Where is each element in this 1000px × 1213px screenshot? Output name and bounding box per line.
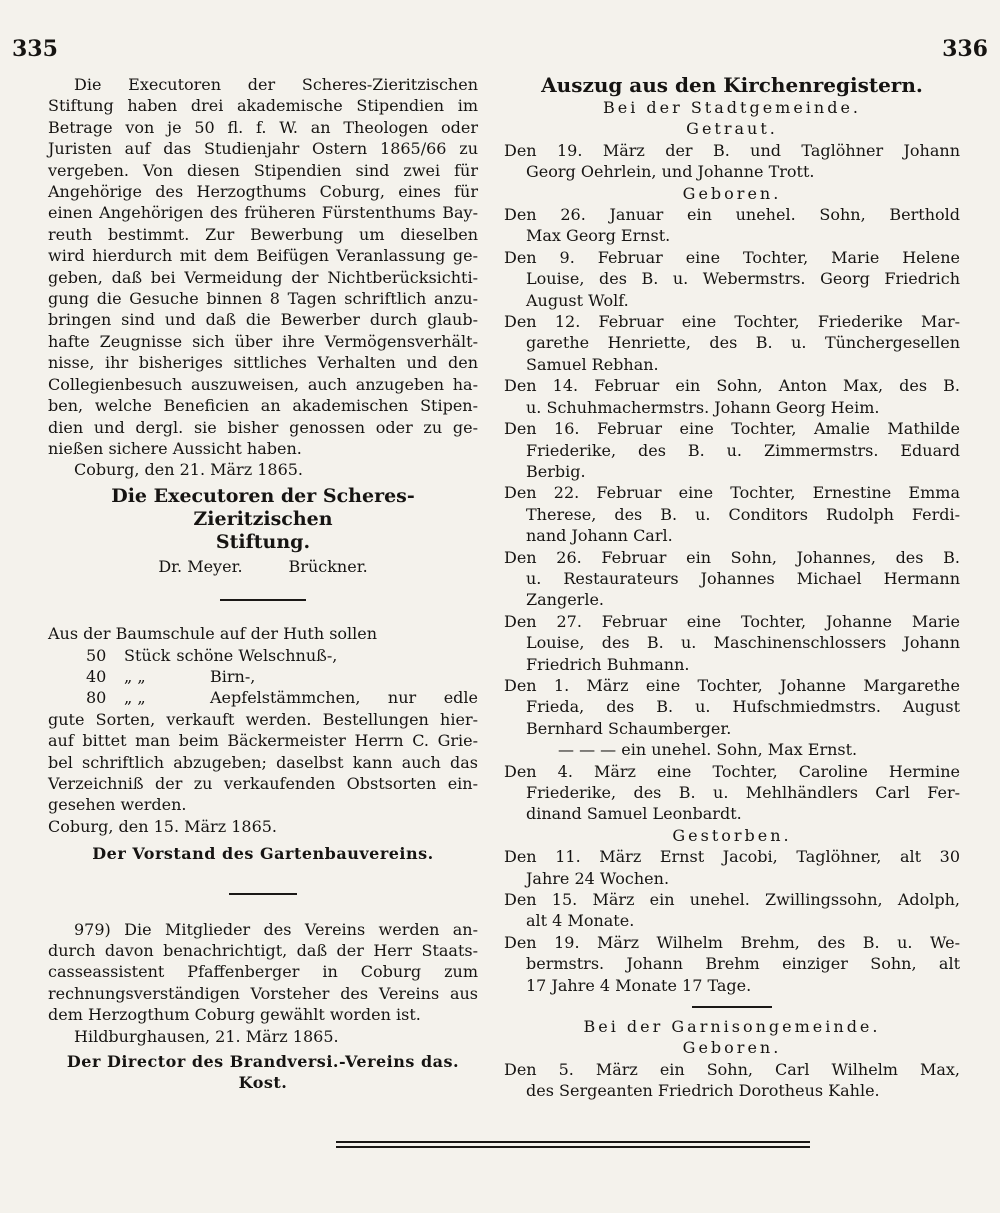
registry-entry xyxy=(504,547,960,611)
registry-entry xyxy=(504,1059,960,1102)
tree-notice-intro: Aus der Baumschule auf der Huth sollen xyxy=(48,624,378,644)
registry-entry-line: Friederike, des B. u. Mehlhändlers Carl Fer- xyxy=(526,783,960,802)
registry-entry-line: Den 19. März der B. und Taglöhner Johann xyxy=(504,140,960,160)
registry-entry-line: Den 16. Februar eine Tochter, Amalie Mathilde xyxy=(504,419,960,439)
registry-entry-line: Georg Oehrlein, und Johanne Trott. xyxy=(526,162,815,182)
text-line: vergeben. Von diesen Stipendien sind zwei für xyxy=(48,160,478,180)
died-list xyxy=(504,846,960,996)
registry-entry-line: Max Georg Ernst. xyxy=(526,226,671,246)
registry-entry-line: Louise, des B. u. Maschinenschlossers Johann xyxy=(526,633,960,653)
registry-entry-line: garethe Henriette, des B. u. Tünchergesellen xyxy=(526,333,960,353)
tree-unit: „ „ xyxy=(124,666,146,686)
tree-description: Aepfelstämmchen, nur edle xyxy=(210,688,478,708)
registry-entry xyxy=(504,932,960,996)
parish-heading-garrison: Bei der Garnisongemeinde. xyxy=(583,1017,881,1037)
left-column xyxy=(48,74,478,1094)
registry-entry-line: August Wolf. xyxy=(526,290,629,310)
registry-entry-line: alt 4 Monate. xyxy=(526,911,635,931)
tree-notice-last-line: gesehen werden. xyxy=(48,795,187,815)
registry-entry xyxy=(504,761,960,825)
text-line: dien und dergl. sie bisher genossen oder zu ge- xyxy=(48,417,478,437)
registry-entry-line: Den 1. März eine Tochter, Johanne Margarethe xyxy=(504,675,960,695)
tree-list-item xyxy=(48,687,478,708)
garrison-born-list xyxy=(504,1059,960,1102)
text-line: bel schriftlich abzugeben; daselbst kann auch das xyxy=(48,752,478,772)
registry-entry xyxy=(504,311,960,375)
registry-entry xyxy=(504,418,960,482)
signature-line: Stiftung. xyxy=(215,530,311,553)
registry-entry-line: Den 22. Februar eine Tochter, Ernestine Emma xyxy=(504,483,960,503)
text-line: gute Sorten, verkauft werden. Bestellungen hier- xyxy=(48,709,478,729)
registry-entry-line: Den 26. Februar ein Sohn, Johannes, des B. xyxy=(504,547,960,567)
registry-entry xyxy=(504,739,960,760)
text-line: rechnungsverständigen Vorsteher des Vereins aus xyxy=(48,983,478,1003)
tree-notice-dateline: Coburg, den 15. März 1865. xyxy=(48,816,278,836)
signer-name: Dr. Meyer. xyxy=(158,556,243,576)
tree-description: Birn-, xyxy=(210,666,256,686)
tree-quantity: 40 xyxy=(86,666,107,686)
text-line: Collegienbesuch auszuweisen, auch anzugeben ha- xyxy=(48,374,478,394)
insurance-notice-dateline: Hildburghausen, 21. März 1865. xyxy=(74,1026,339,1046)
text-line: nisse, ihr bisheriges sittliches Verhalten und den xyxy=(48,353,478,373)
tree-list xyxy=(48,645,478,709)
text-line: Betrage von je 50 fl. f. W. an Theologen oder xyxy=(48,117,478,137)
registry-entry-line: Bernhard Schaumberger. xyxy=(526,718,732,738)
registry-entry-line: dinand Samuel Leonbardt. xyxy=(526,804,742,824)
registry-entry-line: Den 12. Februar eine Tochter, Friederike Mar- xyxy=(504,312,960,332)
text-line: 979) Die Mitglieder des Vereins werden an- xyxy=(74,919,478,939)
tree-quantity: 50 xyxy=(86,645,107,665)
section-born-heading: Geboren. xyxy=(682,183,782,203)
tree-description: schöne Welschnuß-, xyxy=(176,645,338,665)
registry-entry xyxy=(504,675,960,739)
tree-notice-signature: Der Vorstand des Gartenbauvereins. xyxy=(92,844,434,864)
section-died-heading: Gestorben. xyxy=(672,825,792,845)
registry-entry xyxy=(504,140,960,183)
registry-entry-line: Zangerle. xyxy=(526,590,604,610)
registry-entry-line: u. Schuhmachermstrs. Johann Georg Heim. xyxy=(526,397,880,417)
signature-line: Die Executoren der Scheres-Zieritzischen xyxy=(111,484,415,530)
parish-heading-city: Bei der Stadtgemeinde. xyxy=(602,98,862,117)
registry-entry xyxy=(504,247,960,311)
divider xyxy=(220,599,306,601)
text-line: casseassistent Pfaffenberger in Coburg zum xyxy=(48,962,478,982)
stipend-notice-dateline: Coburg, den 21. März 1865. xyxy=(74,460,304,480)
tree-nursery-notice xyxy=(48,623,478,864)
text-line: Verzeichniß der zu verkaufenden Obstsorten ein- xyxy=(48,773,478,793)
section-married-heading: Getraut. xyxy=(686,119,778,139)
stipend-notice-body xyxy=(48,74,478,438)
right-column xyxy=(504,74,960,1102)
tree-quantity: 80 xyxy=(86,688,107,708)
text-line: einen Angehörigen des früheren Fürstenthums Bay- xyxy=(48,203,478,223)
divider xyxy=(692,1006,772,1008)
text-line: auf bittet man beim Bäckermeister Herrn C. Grie- xyxy=(48,731,478,751)
registry-entry-line: Jahre 24 Wochen. xyxy=(526,868,670,888)
registry-entry-line: 17 Jahre 4 Monate 17 Tage. xyxy=(526,975,752,995)
tree-list-item xyxy=(48,666,478,687)
insurance-notice-last-line: dem Herzogthum Coburg gewählt worden ist. xyxy=(48,1005,421,1025)
registry-title: Auszug aus den Kirchenregistern. xyxy=(541,73,923,97)
divider xyxy=(229,893,297,895)
signers xyxy=(48,556,478,577)
text-line: geben, daß bei Vermeidung der Nichtberücksichti- xyxy=(48,267,478,287)
registry-entry-line: Den 15. März ein unehel. Zwillingssohn, Adolph, xyxy=(504,890,960,910)
registry-entry-line: Friederike, des B. u. Zimmermstrs. Eduard xyxy=(526,440,960,460)
text-line: durch davon benachrichtigt, daß der Herr Staats- xyxy=(48,941,478,960)
registry-entry-line: Den 27. Februar eine Tochter, Johanne Marie xyxy=(504,611,960,631)
registry-entry-line: — — — ein unehel. Sohn, Max Ernst. xyxy=(558,740,858,760)
registry-entry-line: Samuel Rebhan. xyxy=(526,354,659,374)
text-line: Stiftung haben drei akademische Stipendien im xyxy=(48,96,478,116)
insurance-notice-signature: Der Director des Brandversi.-Vereins das. xyxy=(66,1052,460,1072)
married-list xyxy=(504,140,960,183)
stipend-notice xyxy=(48,74,478,577)
registry-entry-line: nand Johann Carl. xyxy=(526,526,673,546)
registry-entry xyxy=(504,846,960,889)
text-line: reuth bestimmt. Zur Bewerbung um dieselben xyxy=(48,224,478,244)
tree-unit: Stück xyxy=(124,645,171,665)
page-number-left: 335 xyxy=(12,36,58,62)
registry-entry-line: Therese, des B. u. Conditors Rudolph Ferdi- xyxy=(526,504,960,524)
registry-entry-line: Den 4. März eine Tochter, Caroline Hermine xyxy=(504,761,960,781)
registry-entry xyxy=(504,482,960,546)
page-number-right: 336 xyxy=(942,36,988,62)
registry-entry-line: u. Restaurateurs Johannes Michael Hermann xyxy=(526,568,960,588)
text-line: hafte Zeugnisse sich über ihre Vermögensverhält- xyxy=(48,331,478,351)
registry-entry xyxy=(504,611,960,675)
registry-entry-line: Louise, des B. u. Webermstrs. Georg Friedrich xyxy=(526,269,960,289)
insurance-notice xyxy=(48,919,478,1094)
text-line: wird hierdurch mit dem Beifügen Veranlassung ge- xyxy=(48,246,478,266)
section-born-heading-garrison: Geboren. xyxy=(682,1038,782,1058)
registry-entry-line: Den 19. März Wilhelm Brehm, des B. u. We- xyxy=(504,932,960,952)
registry-entry-line: Den 26. Januar ein unehel. Sohn, Berthold xyxy=(504,205,960,225)
registry-entry xyxy=(504,375,960,418)
registry-entry-line: Den 11. März Ernst Jacobi, Taglöhner, alt 30 xyxy=(504,847,960,867)
registry-entry-line: Frieda, des B. u. Hufschmiedmstrs. August xyxy=(526,697,960,717)
tree-unit: „ „ xyxy=(124,688,146,708)
signer-name: Brückner. xyxy=(288,556,368,576)
text-line: Angehörige des Herzogthums Coburg, eines für xyxy=(48,182,478,202)
registry-entry-line: des Sergeanten Friedrich Dorotheus Kahle. xyxy=(526,1081,880,1101)
tree-list-item xyxy=(48,645,478,666)
text-line: bringen sind und daß die Bewerber durch glaub- xyxy=(48,310,478,330)
page-bottom-rule xyxy=(336,1141,810,1151)
tree-notice-body xyxy=(48,709,478,795)
text-line: gung die Gesuche binnen 8 Tagen schriftlich anzu- xyxy=(48,289,478,309)
registry-entry xyxy=(504,204,960,247)
text-line: Die Executoren der Scheres-Zieritzischen xyxy=(74,75,478,94)
registry-entry-line: Den 9. Februar eine Tochter, Marie Helene xyxy=(504,247,960,267)
registry-entry-line: Berbig. xyxy=(526,461,586,481)
stipend-notice-signature xyxy=(48,485,478,554)
insurance-notice-body xyxy=(48,919,478,1005)
text-line: Juristen auf das Studienjahr Ostern 1865/66 zu xyxy=(48,139,478,159)
registry-entry xyxy=(504,889,960,932)
stipend-notice-last-line: nießen sichere Aussicht haben. xyxy=(48,438,302,458)
insurance-notice-signature-2: Kost. xyxy=(238,1073,288,1093)
registry-entry-line: Den 14. Februar ein Sohn, Anton Max, des B. xyxy=(504,376,960,396)
registry-entry-line: Den 5. März ein Sohn, Carl Wilhelm Max, xyxy=(504,1059,960,1079)
born-list xyxy=(504,204,960,825)
registry-entry-line: Friedrich Buhmann. xyxy=(526,654,690,674)
text-line: ben, welche Beneficien an akademischen Stipen- xyxy=(48,396,478,416)
registry-entry-line: bermstrs. Johann Brehm einziger Sohn, alt xyxy=(526,954,960,974)
